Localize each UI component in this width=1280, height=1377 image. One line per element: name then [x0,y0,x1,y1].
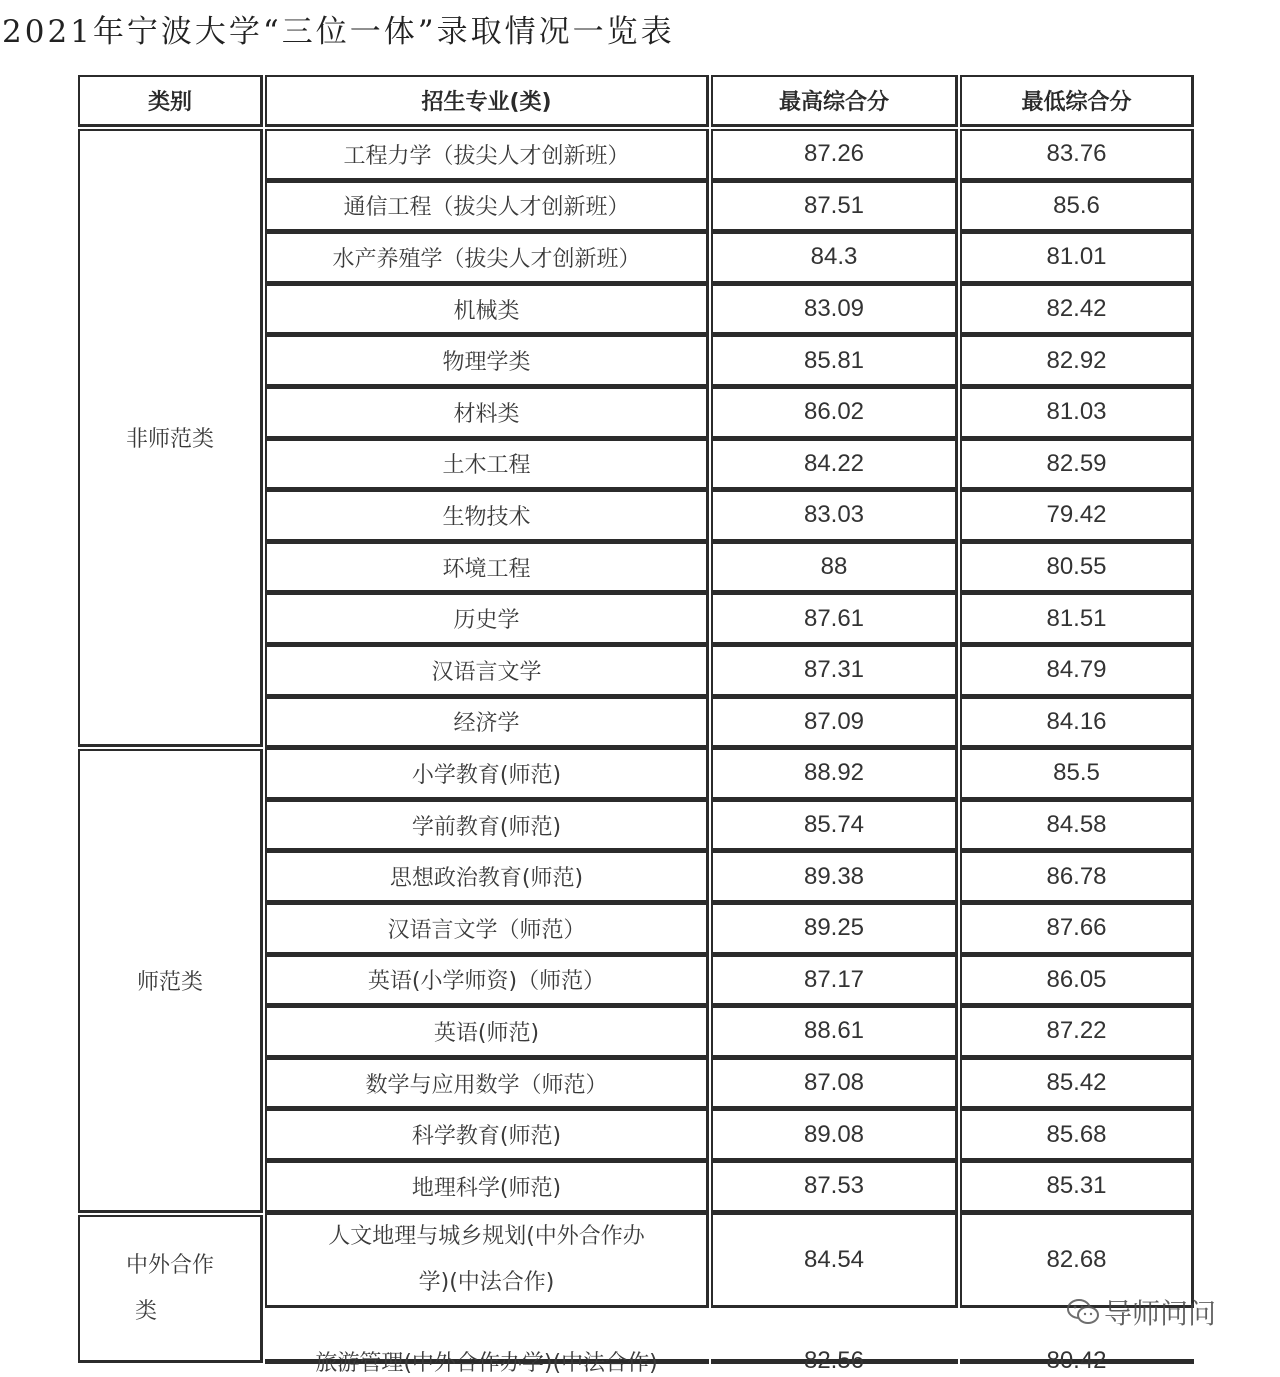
major-cell: 土木工程 [265,439,709,491]
major-line: 人文地理与城乡规划(中外合作办 [328,1223,645,1249]
category-line: 中外合作 [125,1252,214,1278]
max-score-cell: 87.08 [711,1058,958,1110]
major-cell: 地理科学(师范) [265,1161,709,1213]
major-cell: 生物技术 [265,490,709,542]
min-score-cell: 85.68 [960,1109,1194,1161]
max-score-cell: 87.61 [711,593,958,645]
watermark-text: 导师问问 [1104,1297,1217,1330]
major-cell: 旅游管理(中外合作办学)(中法合作) [265,1359,709,1364]
min-score-cell: 85.6 [960,181,1194,233]
min-score-cell: 84.16 [960,697,1194,749]
major-cell: 水产养殖学（拔尖人才创新班） [265,232,709,284]
major-cell: 数学与应用数学（师范） [265,1058,709,1110]
max-score-cell: 87.26 [711,129,958,181]
min-score-cell: 82.42 [960,284,1194,336]
major-cell: 环境工程 [265,542,709,594]
min-score-cell: 84.79 [960,645,1194,697]
min-score-cell: 81.51 [960,593,1194,645]
header-min-score: 最低综合分 [960,75,1194,127]
min-score-cell: 86.78 [960,851,1194,903]
watermark [1066,1292,1216,1332]
major-cell: 英语(小学师资)（师范） [265,955,709,1007]
major-cell: 通信工程（拔尖人才创新班） [265,181,709,233]
max-score-cell: 84.22 [711,439,958,491]
min-score-cell: 87.22 [960,1006,1194,1058]
min-score-cell: 82.59 [960,439,1194,491]
min-score-cell: 81.01 [960,232,1194,284]
max-score-cell: 87.51 [711,181,958,233]
category-non-normal: 非师范类 [78,129,263,747]
min-score-cell: 85.31 [960,1161,1194,1213]
major-cell: 经济学 [265,697,709,749]
header-major: 招生专业(类) [265,75,709,127]
max-score-cell: 88 [711,542,958,594]
major-cell: 历史学 [265,593,709,645]
max-score-cell: 84.3 [711,232,958,284]
major-cell: 汉语言文学（师范） [265,903,709,955]
admission-table [78,75,1194,1376]
max-score-cell: 83.09 [711,284,958,336]
max-score-cell: 89.38 [711,851,958,903]
min-score-cell: 80.42 [960,1359,1194,1364]
major-cell: 汉语言文学 [265,645,709,697]
min-score-cell: 83.76 [960,129,1194,181]
wechat-icon [1066,1298,1100,1326]
max-score-cell: 84.54 [711,1213,958,1308]
min-score-cell: 82.68 [960,1213,1194,1308]
max-score-cell: 88.92 [711,748,958,800]
min-score-cell: 85.5 [960,748,1194,800]
major-line: 学)(中法合作) [418,1269,555,1295]
min-score-cell: 87.66 [960,903,1194,955]
max-score-cell: 88.61 [711,1006,958,1058]
header-max-score: 最高综合分 [711,75,958,127]
max-score-cell: 83.03 [711,490,958,542]
category-sino-foreign [78,1215,263,1363]
page-title: 2021年宁波大学“三位一体”录取情况一览表 [2,14,675,50]
max-score-cell: 82.56 [711,1359,958,1364]
min-score-cell: 85.42 [960,1058,1194,1110]
major-cell: 小学教育(师范) [265,748,709,800]
major-cell: 物理学类 [265,335,709,387]
major-cell: 科学教育(师范) [265,1109,709,1161]
major-cell: 机械类 [265,284,709,336]
category-normal: 师范类 [78,749,263,1213]
max-score-cell: 85.81 [711,335,958,387]
min-score-cell: 84.58 [960,800,1194,852]
major-cell: 学前教育(师范) [265,800,709,852]
max-score-cell: 85.74 [711,800,958,852]
max-score-cell: 87.17 [711,955,958,1007]
major-cell: 思想政治教育(师范) [265,851,709,903]
max-score-cell: 89.25 [711,903,958,955]
category-line: 类 [134,1298,157,1324]
major-cell: 英语(师范) [265,1006,709,1058]
max-score-cell: 86.02 [711,387,958,439]
min-score-cell: 80.55 [960,542,1194,594]
min-score-cell: 82.92 [960,335,1194,387]
min-score-cell: 86.05 [960,955,1194,1007]
min-score-cell: 81.03 [960,387,1194,439]
major-cell: 工程力学（拔尖人才创新班） [265,129,709,181]
max-score-cell: 89.08 [711,1109,958,1161]
major-cell [265,1213,709,1308]
header-category: 类别 [78,75,263,127]
min-score-cell: 79.42 [960,490,1194,542]
major-cell: 材料类 [265,387,709,439]
max-score-cell: 87.09 [711,697,958,749]
max-score-cell: 87.53 [711,1161,958,1213]
max-score-cell: 87.31 [711,645,958,697]
